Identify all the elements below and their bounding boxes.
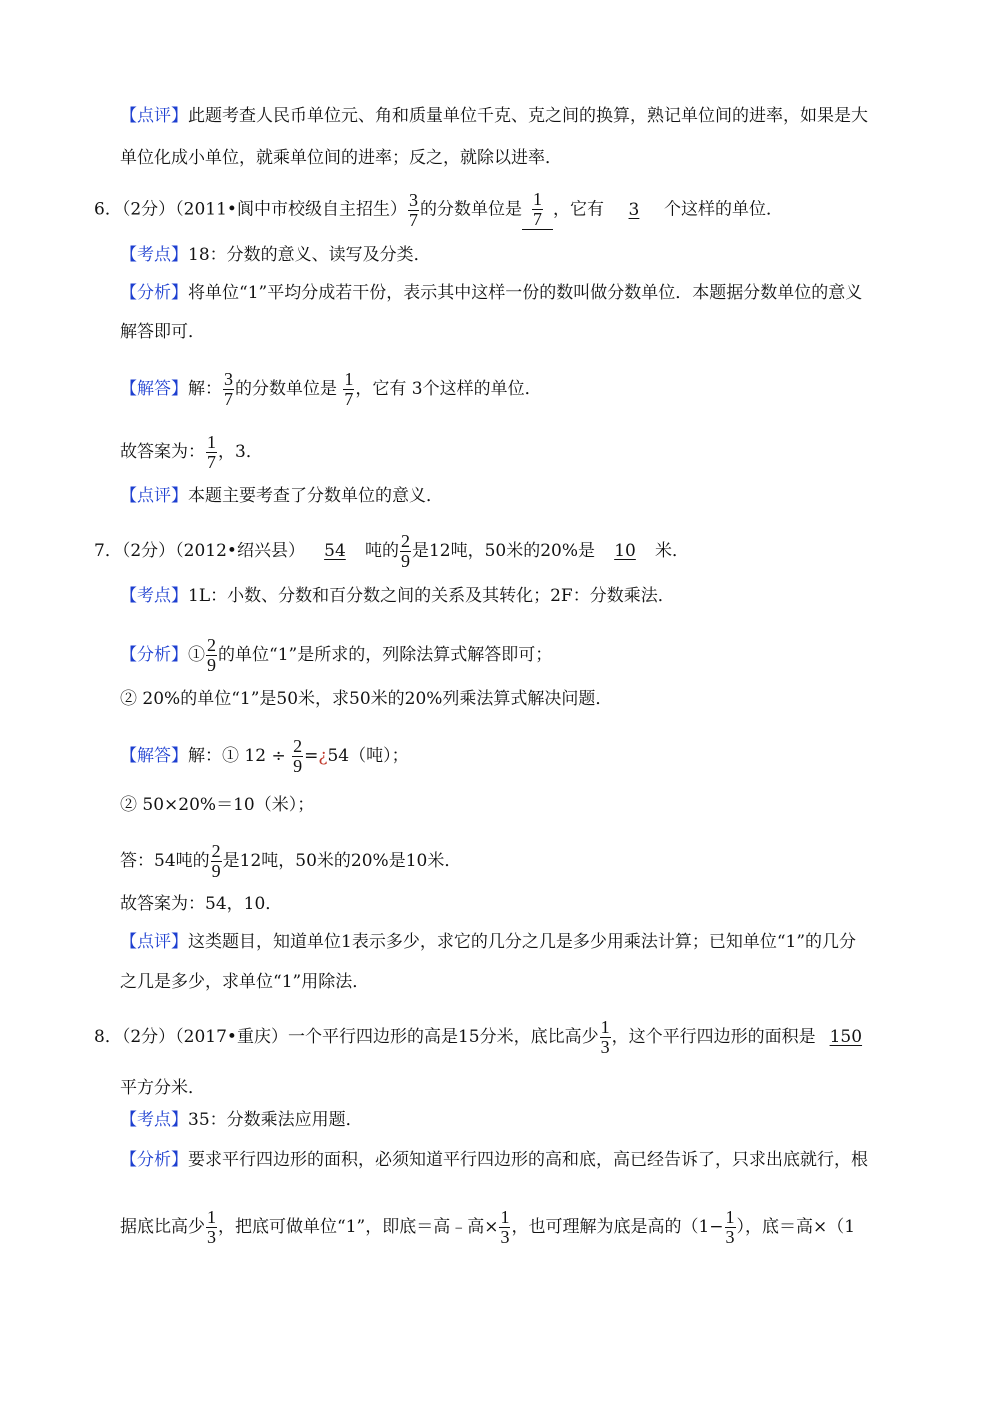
q7-dianping-line1: 【点评】这类题目，知道单位1表示多少，求它的几分之几是多少用乘法计算；已知单位“1”的几分 — [120, 932, 857, 952]
q8-fenxi-line1: 【分析】要求平行四边形的面积，必须知道平行四边形的高和底，高已经告诉了，只求出底就行，根 — [120, 1150, 868, 1170]
top-review-line1: 【点评】此题考查人民币单位元、角和质量单位千克、克之间的换算，熟记单位间的进率，如果是大 — [120, 106, 868, 126]
answer-blank-2: 10 — [614, 541, 636, 561]
q7-jieda: 【解答】解：① 12 ÷ $\frac{2}{9}$ =¿54（吨）； — [120, 736, 409, 776]
question-8-stem: 8．（2分）（2017•重庆）一个平行四边形的高是15分米，底比高少 $\frac{1}{3}$ ，这个平行四边形的面积是 150 — [94, 1017, 863, 1057]
q7-reply: 答：54吨的 $\frac{2}{9}$ 是12吨，50米的20%是10米． — [120, 841, 462, 881]
fraction: $\frac{2}{9}$ — [400, 531, 410, 571]
fraction: $\frac{1}{7}$ — [207, 432, 216, 472]
fraction: $\frac{1}{3}$ — [500, 1207, 510, 1247]
answer-blank-1: $\frac{1}{7}$ — [522, 190, 553, 230]
fraction: $\frac{1}{7}$ — [344, 369, 354, 409]
q6-dianping: 【点评】本题主要考查了分数单位的意义． — [120, 486, 443, 506]
answer-blank: 150 — [829, 1027, 863, 1047]
q6-jieda: 【解答】解： $\frac{3}{7}$ 的分数单位是 $\frac{1}{7}$ ，它有 3个这样的单位． — [120, 369, 542, 409]
answer-blank-1: 54 — [324, 541, 346, 561]
q7-answer: 故答案为：54，10． — [120, 894, 283, 914]
fraction: $\frac{1}{3}$ — [725, 1207, 735, 1247]
fraction: $\frac{3}{7}$ — [224, 369, 233, 409]
q6-kaodian: 【考点】18：分数的意义、读写及分类． — [120, 245, 431, 265]
q8-fenxi-line2: 据底比高少 $\frac{1}{3}$ ，把底可做单位“1”，即底＝高﹣高× $\frac{1}{3}$ ，也可理解为底是高的（1− $\frac{1}{3}$ ），底＝高×（1 — [120, 1207, 856, 1247]
q6-fenxi-line1: 【分析】将单位“1”平均分成若干份，表示其中这样一份的数叫做分数单位．本题据分数单位的意义 — [120, 283, 863, 303]
answer-blank-2: 3 — [628, 199, 640, 220]
review-tag: 【点评】 — [120, 106, 188, 126]
q8-kaodian: 【考点】35：分数乘法应用题． — [120, 1110, 363, 1130]
q7-dianping-line2: 之几是多少，求单位“1”用除法． — [120, 972, 370, 992]
fraction: $\frac{3}{7}$ — [408, 189, 418, 230]
fraction: $\frac{1}{3}$ — [207, 1207, 216, 1247]
top-review-line2: 单位化成小单位，就乘单位间的进率；反之，就除以进率． — [120, 148, 562, 168]
fraction: $\frac{1}{3}$ — [600, 1017, 610, 1057]
q8-line2: 平方分米． — [120, 1078, 205, 1098]
q7-step2: ② 50×20%＝10（米）； — [120, 795, 315, 815]
question-7-stem: 7．（2分）（2012•绍兴县） 54 吨的 $\frac{2}{9}$ 是12吨，50米的20%是 10 米． — [94, 531, 690, 571]
fraction: $\frac{2}{9}$ — [293, 736, 303, 776]
q6-fenxi-line2: 解答即可． — [120, 322, 205, 342]
q7-fenxi-line2: ② 20%的单位“1”是50米，求50米的20%列乘法算式解决问题． — [120, 689, 613, 709]
fraction: $\frac{2}{9}$ — [211, 841, 221, 881]
q6-answer: 故答案为： $\frac{1}{7}$ ，3． — [120, 432, 263, 472]
question-6-stem: 6．（2分）（2011•阆中市校级自主招生） $\frac{3}{7}$ 的分数单位是 $\frac{1}{7}$ ，它有 3 个这样的单位． — [94, 189, 783, 230]
q7-fenxi: 【分析】① $\frac{2}{9}$ 的单位“1”是所求的，列除法算式解答即可； — [120, 635, 553, 675]
fraction: $\frac{2}{9}$ — [207, 635, 216, 675]
q7-kaodian: 【考点】1L：小数、分数和百分数之间的关系及其转化；2F：分数乘法． — [120, 586, 675, 606]
